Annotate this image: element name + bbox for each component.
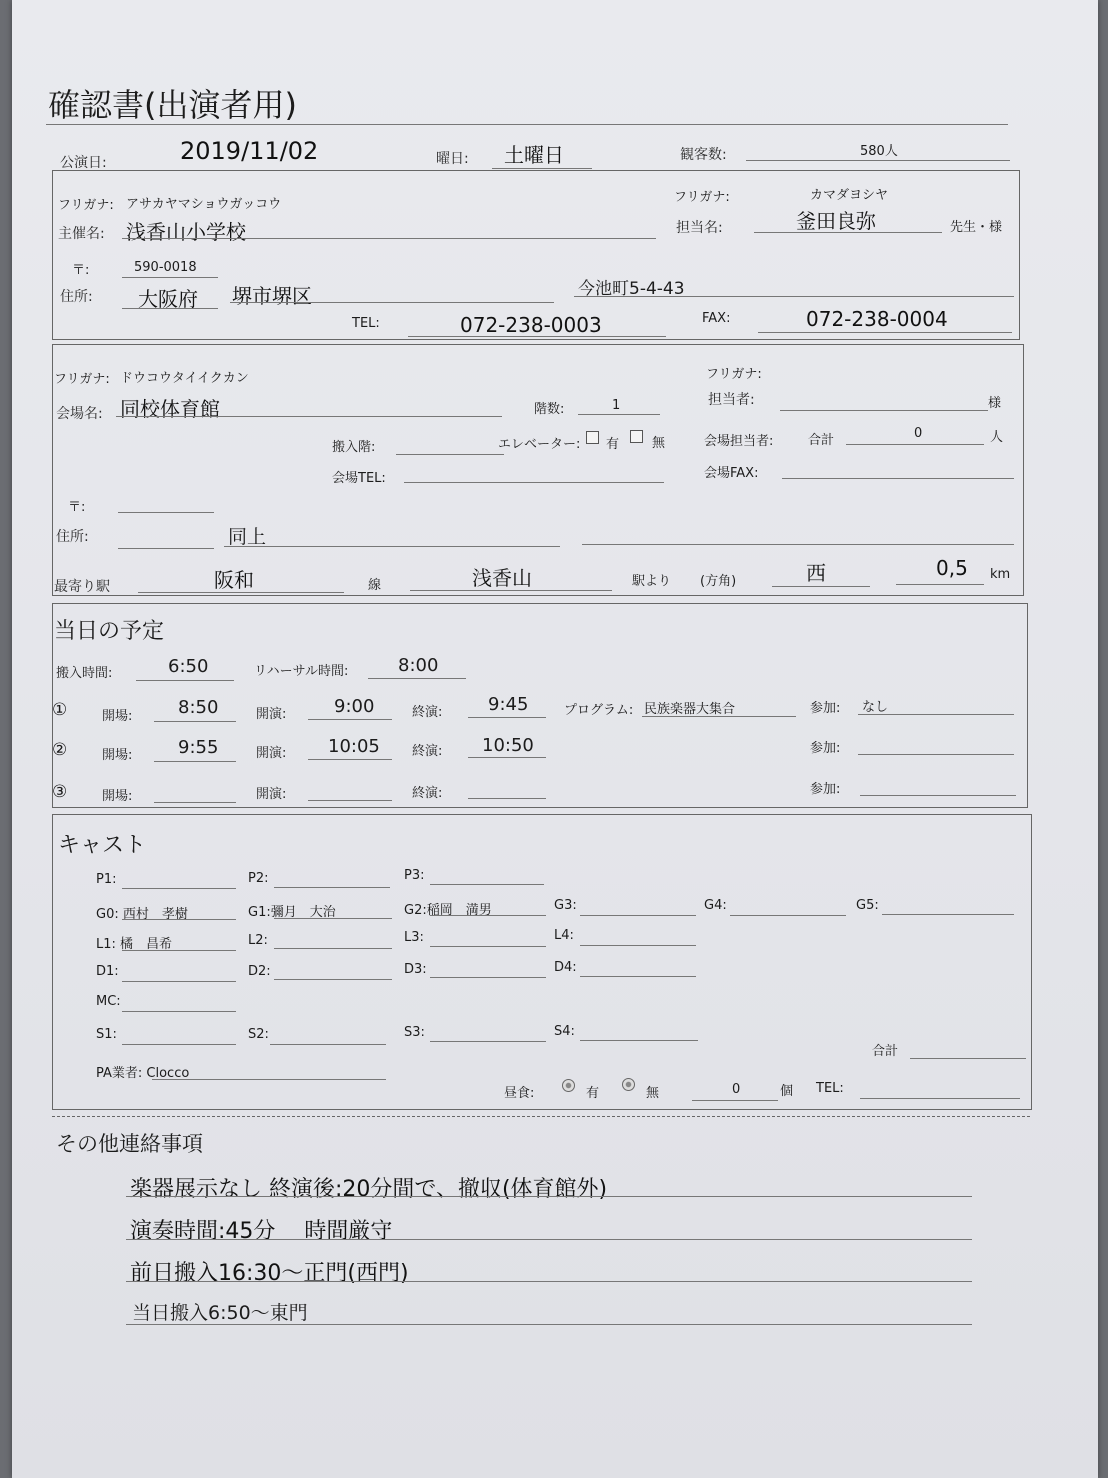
lunch-no-radio[interactable] — [622, 1078, 635, 1091]
divider — [52, 1116, 1030, 1117]
cast-d1: D1: — [96, 964, 119, 979]
cast-mc-line — [122, 1011, 236, 1012]
venue-address-line-1 — [118, 548, 214, 549]
venue-tel-line — [404, 482, 664, 483]
km-unit: km — [990, 567, 1011, 582]
from-station-label: 駅より — [632, 574, 672, 589]
org-fax: 072-238-0004 — [806, 307, 948, 331]
line-label: 線 — [368, 578, 382, 593]
row-2-end-line — [468, 757, 546, 758]
row-2-number: ② — [52, 740, 68, 760]
staff-line — [780, 410, 988, 411]
row-1-open-label: 開場: — [102, 709, 133, 724]
org-postal-label: 〒: — [72, 263, 90, 278]
lunch-unit: 個 — [780, 1084, 794, 1099]
contact-name: 釜田良弥 — [796, 209, 876, 233]
row-3-join-line — [860, 795, 1016, 796]
note-line-1: 楽器展示なし 終演後:20分間で、撤収(体育館外) — [130, 1177, 608, 1202]
contact-furigana-label: フリガナ: — [674, 190, 730, 205]
venue-fax-label: 会場FAX: — [704, 466, 759, 481]
lunch-label: 昼食: — [504, 1086, 535, 1101]
org-name-label: 主催名: — [58, 226, 105, 242]
station-line — [410, 590, 612, 591]
elevator-yes-label: 有 — [606, 437, 620, 452]
cast-section — [52, 814, 1032, 1110]
lunch-yes-label: 有 — [586, 1086, 600, 1101]
cast-s1-line — [122, 1044, 236, 1045]
cast-g0-line — [122, 919, 236, 920]
cast-total-label: 合計 — [872, 1044, 899, 1059]
audience-count: 580人 — [860, 144, 898, 159]
lunch-tel-line — [860, 1098, 1020, 1099]
load-in-time: 6:50 — [168, 656, 209, 677]
prefecture-line — [122, 308, 218, 309]
row-3-open-label: 開場: — [102, 789, 133, 804]
weekday-line — [492, 168, 592, 169]
cast-d4: D4: — [554, 960, 577, 975]
direction-label: (方角) — [700, 574, 737, 589]
venue-address-line-3 — [582, 544, 1014, 545]
cast-g1: G1:彌月 大治 — [248, 905, 336, 920]
cast-l4-line — [580, 945, 696, 946]
contact-label: 担当名: — [676, 220, 723, 236]
cast-d3: D3: — [404, 962, 427, 977]
cast-l3-line — [430, 946, 546, 947]
row-1-end-label: 終演: — [412, 705, 443, 720]
person-unit: 人 — [990, 430, 1004, 445]
venue-staff-count: 0 — [914, 426, 923, 441]
row-1-join-label: 参加: — [810, 701, 841, 716]
row-2-end: 10:50 — [482, 735, 534, 756]
distance: 0,5 — [936, 556, 968, 580]
cast-s2-line — [270, 1044, 386, 1045]
city-line — [230, 302, 554, 303]
venue-name: 同校体育館 — [120, 397, 220, 421]
audience-label: 観客数: — [680, 147, 727, 163]
org-postal: 590-0018 — [134, 260, 197, 275]
program-line — [642, 716, 796, 717]
cast-l3: L3: — [404, 930, 424, 945]
venue-postal-line — [118, 512, 214, 513]
confirmation-form — [12, 0, 1098, 1478]
pa-line — [152, 1079, 386, 1080]
loading-floor-line — [396, 454, 504, 455]
note-underline-1 — [126, 1196, 972, 1197]
staff-honorific: 様 — [988, 396, 1002, 411]
org-fax-label: FAX: — [702, 311, 731, 326]
tel-line — [408, 336, 666, 337]
venue-address-line-2 — [224, 546, 560, 547]
station-name: 浅香山 — [472, 566, 532, 590]
fax-line — [758, 332, 1012, 333]
cast-g2: G2:稲岡 満男 — [404, 903, 492, 918]
org-address-label: 住所: — [60, 289, 93, 305]
direction: 西 — [806, 561, 826, 585]
row-1-join: なし — [862, 700, 889, 715]
row-3-end-line — [468, 798, 546, 799]
street-address: 今池町5-4-43 — [578, 279, 685, 299]
org-furigana-label: フリガナ: — [58, 198, 114, 213]
rail-line: 阪和 — [214, 568, 254, 592]
note-line-3: 前日搬入16:30〜正門(西門) — [130, 1261, 409, 1286]
weekday: 土曜日 — [504, 143, 564, 167]
note-underline-4 — [126, 1324, 972, 1325]
row-2-start: 10:05 — [328, 736, 380, 757]
cast-d2: D2: — [248, 964, 271, 979]
floor-label: 階数: — [534, 402, 565, 417]
cast-l1: L1: 橘 昌希 — [96, 937, 173, 952]
contact-line — [754, 232, 942, 233]
row-1-start-label: 開演: — [256, 707, 287, 722]
direction-line — [772, 586, 870, 587]
cast-p1-line — [122, 888, 236, 889]
cast-s1: S1: — [96, 1027, 117, 1042]
venue-fax-line — [782, 478, 1014, 479]
schedule-heading: 当日の予定 — [54, 619, 165, 644]
cast-d4-line — [580, 976, 696, 977]
note-underline-2 — [126, 1239, 972, 1240]
venue-name-line — [116, 416, 502, 417]
cast-total-line — [910, 1058, 1026, 1059]
elevator-label: エレベーター: — [498, 437, 581, 452]
organizer-name: 浅香山小学校 — [126, 220, 246, 244]
cast-s3-line — [430, 1041, 546, 1042]
staff-count-line — [846, 444, 984, 445]
cast-heading: キャスト — [58, 833, 147, 858]
rehearsal-line — [368, 678, 466, 679]
cast-s4: S4: — [554, 1024, 575, 1039]
lunch-no-label: 無 — [646, 1086, 660, 1101]
elevator-no-label: 無 — [652, 436, 666, 451]
venue-furigana: ドウコウタイイクカン — [120, 371, 249, 386]
cast-g0: G0: 西村 孝樹 — [96, 907, 188, 922]
cast-d2-line — [274, 979, 392, 980]
note-line-4: 当日搬入6:50〜東門 — [132, 1302, 308, 1324]
cast-g1-line — [274, 918, 392, 919]
rail-line-underline — [138, 592, 344, 593]
row-1-number: ① — [52, 700, 68, 720]
prefecture: 大阪府 — [138, 287, 198, 311]
loading-floor-label: 搬入階: — [332, 440, 376, 455]
cast-d3-line — [430, 977, 546, 978]
row-3-open-line — [154, 802, 236, 803]
row-3-join-label: 参加: — [810, 782, 841, 797]
cast-l4: L4: — [554, 928, 574, 943]
cast-p3: P3: — [404, 868, 425, 883]
lunch-tel-label: TEL: — [816, 1081, 844, 1096]
cast-p2-line — [274, 887, 390, 888]
cast-g4: G4: — [704, 898, 727, 913]
elevator-yes-checkbox[interactable] — [586, 431, 599, 444]
floor-line — [578, 414, 660, 415]
city: 堺市堺区 — [232, 284, 312, 308]
org-tel: 072-238-0003 — [460, 313, 602, 337]
notes-heading: その他連絡事項 — [56, 1132, 203, 1156]
cast-mc: MC: — [96, 994, 121, 1009]
venue-postal-label: 〒: — [68, 500, 86, 515]
title-underline — [46, 124, 1008, 125]
venue-staff-total-label: 合計 — [808, 433, 835, 448]
cast-g5-line — [882, 914, 1014, 915]
cast-g2-line — [430, 915, 546, 916]
row-2-end-label: 終演: — [412, 744, 443, 759]
org-tel-label: TEL: — [352, 316, 380, 331]
distance-line — [896, 584, 984, 585]
cast-l2-line — [274, 948, 392, 949]
row-2-open: 9:55 — [178, 737, 219, 758]
form-title: 確認書(出演者用) — [48, 86, 297, 124]
station-label: 最寄り駅 — [54, 579, 110, 595]
date-label: 公演日: — [60, 155, 107, 171]
venue-name-label: 会場名: — [56, 406, 103, 422]
contact-honorific: 先生・様 — [950, 220, 1003, 235]
cast-g4-line — [730, 915, 846, 916]
row-2-start-line — [308, 759, 392, 760]
cast-g3-line — [580, 915, 696, 916]
row-3-number: ③ — [52, 782, 68, 802]
cast-l1-line — [122, 950, 236, 951]
row-1-end: 9:45 — [488, 694, 529, 715]
pa-company: PA業者: Clocco — [96, 1066, 190, 1081]
venue-address-label: 住所: — [56, 529, 89, 545]
load-in-label: 搬入時間: — [56, 666, 113, 681]
rehearsal-label: リハーサル時間: — [254, 664, 349, 679]
row-2-start-label: 開演: — [256, 746, 287, 761]
row-1-start-line — [308, 719, 392, 720]
row-2-open-line — [154, 761, 236, 762]
row-3-end-label: 終演: — [412, 786, 443, 801]
rehearsal-time: 8:00 — [398, 655, 439, 676]
performance-date: 2019/11/02 — [180, 137, 319, 165]
cast-p1: P1: — [96, 872, 117, 887]
program-name: 民族楽器大集合 — [644, 702, 736, 717]
row-1-start: 9:00 — [334, 696, 375, 717]
street-line — [574, 296, 1014, 297]
lunch-yes-radio[interactable] — [562, 1079, 575, 1092]
row-1-join-line — [858, 714, 1014, 715]
cast-g5: G5: — [856, 898, 879, 913]
venue-staff-label: 会場担当者: — [704, 434, 774, 449]
row-2-join-label: 参加: — [810, 741, 841, 756]
row-2-join-line — [858, 754, 1014, 755]
org-furigana: アサカヤマショウガッコウ — [126, 197, 282, 212]
lunch-count: 0 — [732, 1082, 741, 1097]
cast-s3: S3: — [404, 1025, 425, 1040]
row-1-open: 8:50 — [178, 697, 219, 718]
contact-furigana: カマダヨシヤ — [810, 188, 889, 203]
cast-p3-line — [430, 884, 544, 885]
cast-g3: G3: — [554, 898, 577, 913]
row-2-open-label: 開場: — [102, 748, 133, 763]
venue-furigana-label: フリガナ: — [54, 372, 110, 387]
weekday-label: 曜日: — [436, 151, 469, 167]
lunch-count-line — [692, 1100, 778, 1101]
venue-address: 同上 — [228, 526, 267, 548]
floor-count: 1 — [612, 398, 621, 413]
row-1-end-line — [468, 717, 546, 718]
staff-label: 担当者: — [708, 392, 755, 408]
postal-line — [122, 277, 218, 278]
cast-d1-line — [122, 981, 236, 982]
cast-l2: L2: — [248, 933, 268, 948]
note-line-2: 演奏時間:45分 時間厳守 — [130, 1219, 393, 1244]
staff-furigana-label: フリガナ: — [706, 367, 762, 382]
audience-line — [746, 160, 1010, 161]
row-1-open-line — [154, 721, 236, 722]
note-underline-3 — [126, 1281, 972, 1282]
load-in-line — [136, 680, 234, 681]
elevator-no-checkbox[interactable] — [630, 430, 643, 443]
program-label: プログラム: — [564, 703, 634, 718]
row-3-start-label: 開演: — [256, 787, 287, 802]
cast-s4-line — [580, 1040, 698, 1041]
row-3-start-line — [308, 800, 392, 801]
cast-p2: P2: — [248, 871, 269, 886]
org-name-line — [122, 238, 656, 239]
cast-s2: S2: — [248, 1027, 269, 1042]
venue-tel-label: 会場TEL: — [332, 471, 386, 486]
